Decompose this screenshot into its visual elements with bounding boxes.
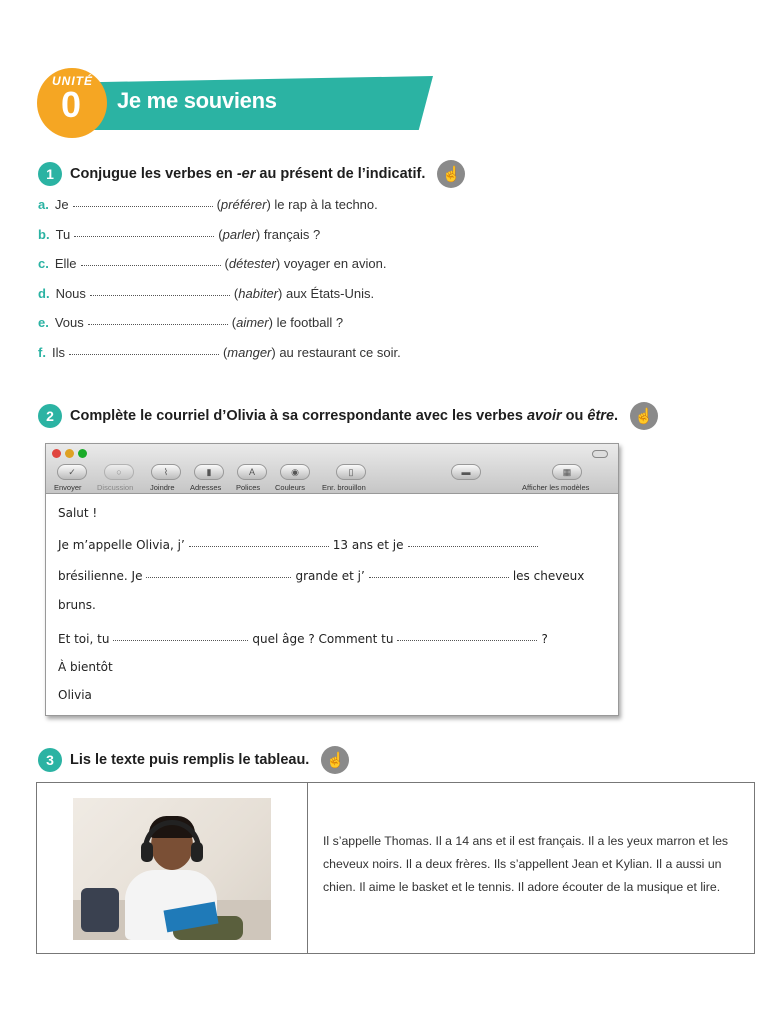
hand-pointer-icon[interactable]: ☝ (630, 402, 658, 430)
send-icon[interactable]: ✓ (57, 464, 87, 480)
table-divider (307, 783, 308, 953)
email-signature: Olivia (58, 688, 92, 702)
answer-blank[interactable] (81, 265, 221, 266)
exercise-3-table (36, 782, 755, 954)
list-item: b. Tu ( parler ) français ? (38, 226, 321, 242)
save-draft-icon[interactable]: ▯ (336, 464, 366, 480)
address-book-icon[interactable]: ▮ (194, 464, 224, 480)
answer-blank[interactable] (146, 577, 291, 578)
email-line: bruns. (58, 598, 96, 612)
email-greeting: Salut ! (58, 506, 98, 520)
exercise-number: 3 (38, 748, 62, 772)
paperclip-icon[interactable]: ⌇ (151, 464, 181, 480)
save-draft-button[interactable]: Enr. brouillon (322, 483, 366, 492)
answer-blank[interactable] (88, 324, 228, 325)
show-templates-button[interactable]: Afficher les modèles (522, 483, 590, 492)
unit-banner (37, 68, 397, 138)
email-line: Je m’appelle Olivia, j’ 13 ans et je (58, 538, 542, 552)
list-item: e. Vous ( aimer ) le football ? (38, 315, 344, 330)
templates-icon[interactable]: ▦ (552, 464, 582, 480)
toolbar-toggle-button[interactable] (592, 450, 608, 458)
photo-browser-icon[interactable]: ▬ (451, 464, 481, 480)
close-window-button[interactable] (52, 449, 61, 458)
exercise-1-heading (38, 160, 465, 188)
email-toolbar (46, 444, 618, 494)
email-line: Et toi, tu quel âge ? Comment tu ? (58, 632, 548, 646)
unit-number: 0 (61, 84, 82, 125)
fonts-icon[interactable]: A (237, 464, 267, 480)
answer-blank[interactable] (397, 640, 537, 641)
email-window (45, 443, 619, 716)
exercise-3-heading (38, 746, 349, 774)
answer-blank[interactable] (189, 546, 329, 547)
zoom-window-button[interactable] (78, 449, 87, 458)
answer-blank[interactable] (90, 295, 230, 296)
exercise-title: Conjugue les verbes en -er au présent de l’indicatif. (70, 166, 426, 182)
answer-blank[interactable] (74, 236, 214, 237)
hand-pointer-icon[interactable]: ☝ (437, 160, 465, 188)
exercise-1-list (38, 197, 401, 374)
colors-button[interactable]: Couleurs (275, 483, 306, 492)
answer-blank[interactable] (369, 577, 509, 578)
exercise-3-text: Il s’appelle Thomas. Il a 14 ans et il est français. Il a les yeux marron et les cheveux noirs. Il a deux frères. Ils s’appellent Jean et Kylian. Il a aussi un chien. Il aime le basket et le tennis. Il adore écouter de la musique et lire. (323, 834, 729, 894)
addresses-button[interactable]: Adresses (190, 483, 222, 492)
answer-blank[interactable] (408, 546, 538, 547)
discussion-icon[interactable]: ○ (104, 464, 134, 480)
unit-label: UNITÉ (52, 74, 93, 88)
send-button[interactable]: Envoyer (54, 483, 82, 492)
discussion-button[interactable]: Discussion (97, 483, 134, 492)
hand-pointer-icon[interactable]: ☝ (321, 746, 349, 774)
list-item: c. Elle ( détester ) voyager en avion. (38, 256, 387, 271)
list-item: d. Nous ( habiter ) aux États-Unis. (38, 285, 375, 301)
color-wheel-icon[interactable]: ◉ (280, 464, 310, 480)
exercise-title: Lis le texte puis remplis le tableau. (70, 752, 310, 768)
minimize-window-button[interactable] (65, 449, 74, 458)
exercise-number: 1 (38, 162, 62, 186)
unit-badge (37, 68, 107, 138)
list-item: f. Ils ( manger ) au restaurant ce soir. (38, 344, 401, 360)
answer-blank[interactable] (69, 354, 219, 355)
fonts-button[interactable]: Polices (236, 483, 261, 492)
exercise-title: Complète le courriel d’Olivia à sa correspondante avec les verbes avoir ou être. (70, 408, 619, 424)
list-item: a. Je ( préférer ) le rap à la techno. (38, 197, 378, 212)
exercise-number: 2 (38, 404, 62, 428)
answer-blank[interactable] (73, 206, 213, 207)
answer-blank[interactable] (113, 640, 248, 641)
boy-reading-photo (73, 798, 271, 940)
page-title: Je me souviens (117, 88, 277, 113)
attach-button[interactable]: Joindre (150, 483, 175, 492)
exercise-2-heading (38, 402, 658, 430)
email-line: brésilienne. Je grande et j’ les cheveux (58, 569, 585, 583)
email-closing: À bientôt (58, 660, 113, 674)
